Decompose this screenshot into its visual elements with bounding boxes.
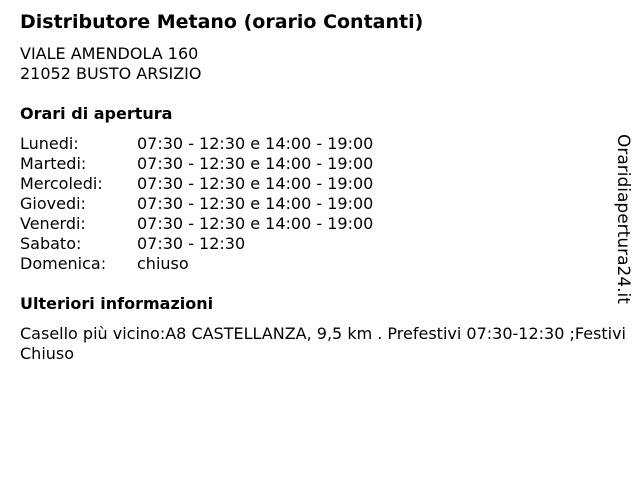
hours-time-value: 07:30 - 12:30 e 14:00 - 19:00 bbox=[137, 154, 374, 173]
hours-time-value: 07:30 - 12:30 e 14:00 - 19:00 bbox=[137, 214, 374, 233]
opening-hours-table bbox=[20, 134, 373, 274]
hours-day-label: Giovedi: bbox=[20, 194, 86, 213]
hours-time-value: 07:30 - 12:30 e 14:00 - 19:00 bbox=[137, 194, 374, 213]
hours-day-label: Sabato: bbox=[20, 234, 82, 253]
hours-row-sunday bbox=[20, 254, 373, 274]
hours-time-value: 07:30 - 12:30 e 14:00 - 19:00 bbox=[137, 174, 374, 193]
brand-text: Oraridiapertura24.it bbox=[613, 134, 633, 304]
hours-row-saturday bbox=[20, 234, 373, 254]
opening-hours-heading: Orari di apertura bbox=[20, 104, 173, 123]
hours-day-label: Martedi: bbox=[20, 154, 87, 173]
hours-row-wednesday bbox=[20, 174, 373, 194]
address-city: 21052 BUSTO ARSIZIO bbox=[20, 64, 202, 83]
hours-row-friday bbox=[20, 214, 373, 234]
hours-row-monday bbox=[20, 134, 373, 154]
hours-day-label: Lunedi: bbox=[20, 134, 79, 153]
hours-row-thursday bbox=[20, 194, 373, 214]
additional-info-text: Casello più vicino:A8 CASTELLANZA, 9,5 km . Prefestivi 07:30-12:30 ;Festivi Chiuso bbox=[20, 324, 626, 363]
hours-day-label: Mercoledi: bbox=[20, 174, 103, 193]
hours-time-value: 07:30 - 12:30 e 14:00 - 19:00 bbox=[137, 134, 374, 153]
hours-day-label: Domenica: bbox=[20, 254, 107, 273]
hours-time-value: 07:30 - 12:30 bbox=[137, 234, 246, 253]
brand-watermark bbox=[612, 134, 634, 310]
store-address bbox=[20, 44, 202, 84]
store-name: Distributore Metano (orario Contanti) bbox=[20, 11, 424, 33]
additional-info-heading: Ulteriori informazioni bbox=[20, 294, 214, 313]
hours-time-value: chiuso bbox=[137, 254, 189, 273]
hours-row-tuesday bbox=[20, 154, 373, 174]
address-street: VIALE AMENDOLA 160 bbox=[20, 44, 199, 63]
hours-day-label: Venerdi: bbox=[20, 214, 86, 233]
